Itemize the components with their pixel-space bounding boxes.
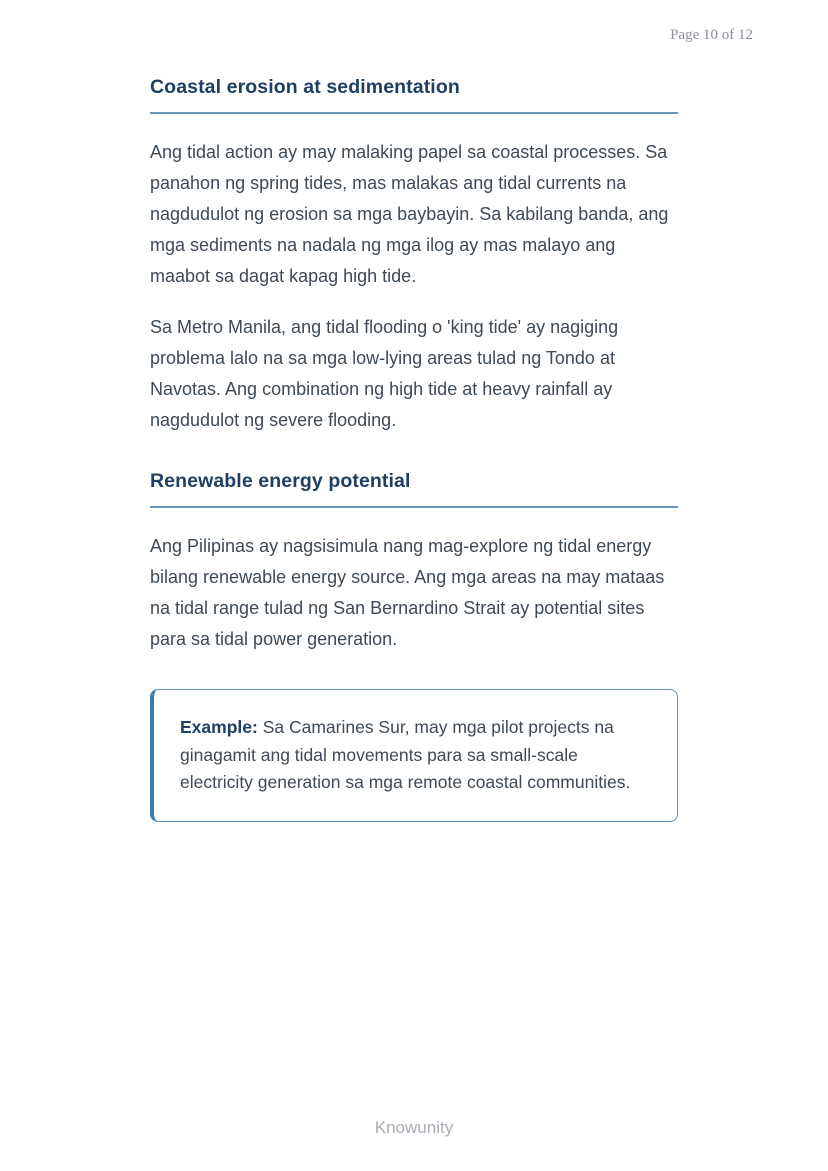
page-number: Page 10 of 12 [670, 27, 753, 43]
heading-rule [150, 112, 678, 114]
example-paragraph [180, 714, 649, 797]
example-text: Sa Camarines Sur, may mga pilot projects na ginagamit ang tidal movements para sa small-scale electricity generation sa mga remote coastal communities. [180, 717, 631, 792]
section-renewable-energy [150, 470, 678, 822]
section-coastal-erosion [150, 76, 678, 436]
example-box [150, 689, 678, 822]
example-label: Example: [180, 717, 258, 737]
paragraph: Ang Pilipinas ay nagsisimula nang mag-explore ng tidal energy bilang renewable energy source. Ang mga areas na may mataas na tidal range tulad ng San Bernardino Strait ay potential sites para sa tidal power generation. [150, 536, 665, 649]
heading-rule [150, 506, 678, 508]
footer-brand: Knowunity [374, 1118, 454, 1137]
paragraph: Sa Metro Manila, ang tidal flooding o 'king tide' ay nagiging problema lalo na sa mga low-lying areas tulad ng Tondo at Navotas. Ang combination ng high tide at heavy rainfall ay nagdudulot ng severe flooding. [150, 317, 619, 430]
section-heading: Renewable energy potential [150, 470, 411, 492]
section-heading: Coastal erosion at sedimentation [150, 76, 460, 98]
page-content [150, 0, 678, 822]
paragraph: Ang tidal action ay may malaking papel sa coastal processes. Sa panahon ng spring tides, mas malakas ang tidal currents na nagdudulot ng erosion sa mga baybayin. Sa kabilang banda, ang mga sediments na nadala ng mga ilog ay mas malayo ang maabot sa dagat kapag high tide. [150, 142, 669, 286]
